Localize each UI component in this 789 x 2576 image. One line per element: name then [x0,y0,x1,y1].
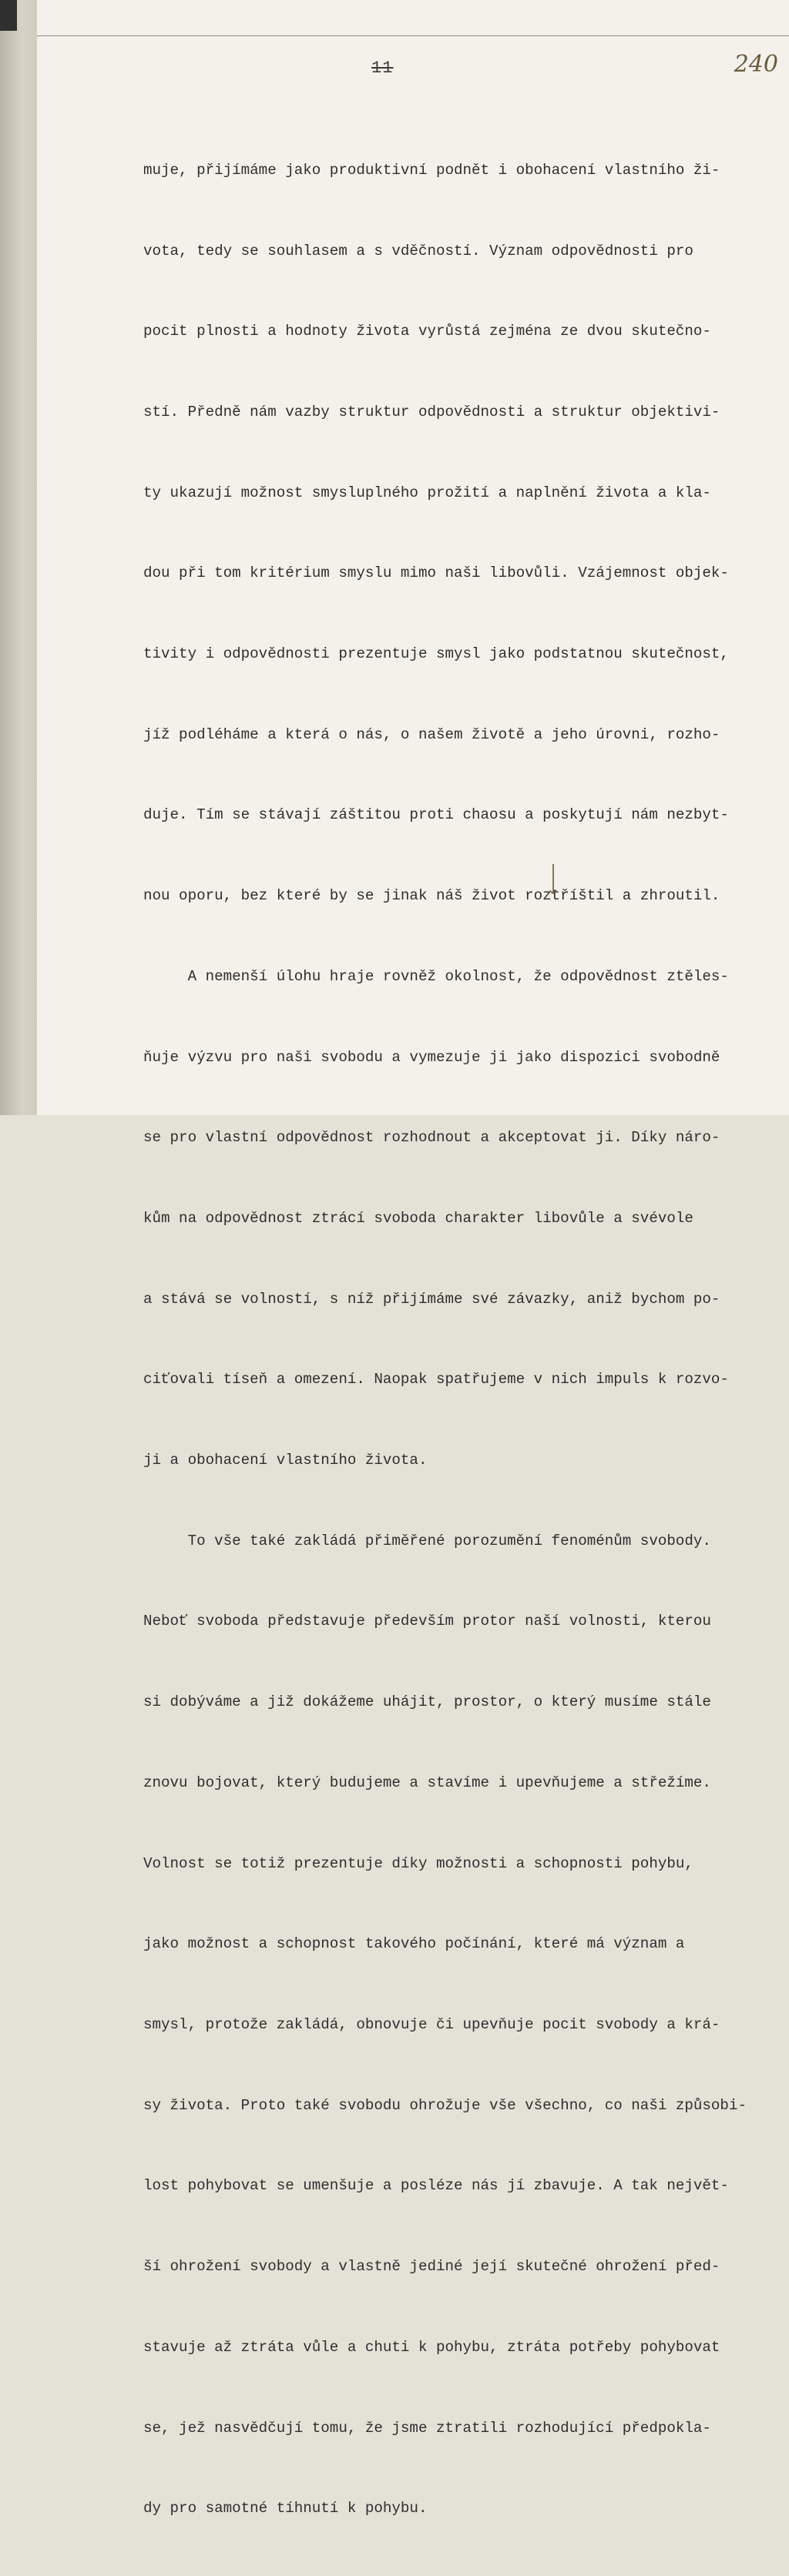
text-line: ty ukazují možnost smysluplného prožití a naplnění života a kla- [143,484,711,501]
text-line: se, jež nasvědčují tomu, že jsme ztratili rozhodující předpokla- [143,2419,711,2437]
text-line: znovu bojovat, který budujeme a stavíme i upevňujeme a střežíme. [143,1774,711,1791]
text-line: a stává se volností, s níž přijímáme své závazky, aniž bychom po- [143,1290,720,1308]
text-line: stí. Předně nám vazby struktur odpovědnosti a struktur objektivi- [143,403,720,420]
handwritten-page-number: 240 [734,51,778,78]
text-line: pocit plnosti a hodnoty života vyrůstá zejména ze dvou skutečno- [143,323,711,340]
text-line: duje. Tím se stávají záštitou proti chaosu a poskytují nám nezbyt- [143,806,729,824]
text-line: ší ohrožení svobody a vlastně jediné její skutečné ohrožení před- [143,2258,720,2276]
text-line: kům na odpovědnost ztrácí svoboda charakter libovůle a svévole [143,1209,693,1227]
text-line: To vše také zakládá přiměřené porozumění fenoménům svobody. [143,1532,711,1549]
binding-edge [0,0,38,1115]
text-line: ňuje výzvu pro naši svobodu a vymezuje ji jako dispozici svobodně [143,1048,720,1066]
text-line: dou při tom kritérium smyslu mimo naši libovůli. Vzájemnost objek- [143,564,729,582]
text-line: vota, tedy se souhlasem a s vděčností. Význam odpovědnosti pro [143,242,693,260]
text-line: nou oporu, bez které by se jinak náš život roztříštil a zhroutil. [143,887,720,905]
handwritten-correction-mark [548,863,559,896]
text-line: si dobýváme a již dokážeme uhájit, prostor, o který musíme stále [143,1693,711,1711]
text-line: Volnost se totiž prezentuje díky možnosti a schopnosti pohybu, [143,1854,693,1872]
text-line: muje, přijímáme jako produktivní podnět i obohacení vlastního ži- [143,161,720,179]
binding-corner [0,0,17,31]
struck-page-number: 11 [371,59,394,78]
text-line: smysl, protože zakládá, obnovuje či upevňuje pocit svobody a krá- [143,2015,720,2033]
text-line: tivity i odpovědnosti prezentuje smysl jako podstatnou skutečnost, [143,645,729,663]
text-line: jíž podléháme a která o nás, o našem životě a jeho úrovni, rozho- [143,725,720,743]
text-line: lost pohybovat se umenšuje a posléze nás jí zbavuje. A tak největ- [143,2177,729,2195]
typed-text-body [143,103,783,2576]
text-line: se pro vlastní odpovědnost rozhodnout a akceptovat ji. Díky náro- [143,1129,720,1147]
text-line: jako možnost a schopnost takového počínání, které má význam a [143,1935,685,1953]
text-line: A nemenší úlohu hraje rovněž okolnost, že odpovědnost ztěles- [143,967,729,985]
text-line: ciťovali tíseň a omezení. Naopak spatřujeme v nich impuls k rozvo- [143,1371,729,1388]
text-line: Neboť svoboda představuje především protor naší volnosti, kterou [143,1613,711,1630]
text-line: dy pro samotné tíhnutí k pohybu. [143,2500,428,2517]
document-page [37,0,789,2517]
text-line: stavuje až ztráta vůle a chuti k pohybu, ztráta potřeby pohybovat [143,2338,720,2356]
top-rule [37,35,789,36]
text-line: sy života. Proto také svobodu ohrožuje vše všechno, co naši způsobi- [143,2096,747,2114]
text-line: ji a obohacení vlastního života. [143,1452,428,1469]
